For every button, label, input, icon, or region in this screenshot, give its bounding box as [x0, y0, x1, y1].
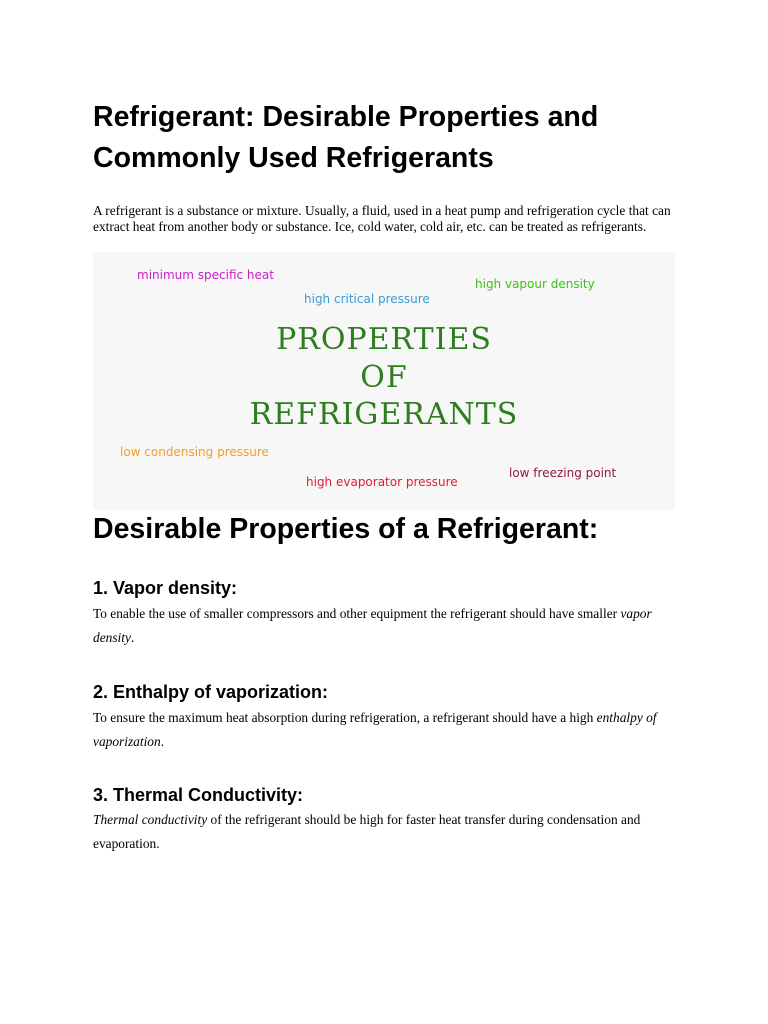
figure-tag-high-evaporator-pressure: high evaporator pressure — [306, 475, 458, 489]
property-emphasis: enthalpy of vaporization — [93, 710, 657, 749]
figure-tag-minimum-specific-heat: minimum specific heat — [137, 268, 274, 282]
property-text-enthalpy — [93, 706, 693, 754]
intro-paragraph: A refrigerant is a substance or mixture. Usually, a fluid, used in a heat pump and refrigeration cycle that can extract heat from another body or substance. Ice, cold water, cold air, etc. can be treated as refrigerants. — [93, 203, 671, 234]
property-heading-enthalpy: 2. Enthalpy of vaporization: — [93, 682, 329, 702]
property-heading-vapor-density: 1. Vapor density: — [93, 578, 238, 598]
property-text-part: To ensure the maximum heat absorption during refrigeration, a refrigerant should have a high — [93, 710, 597, 725]
property-text-vapor-density — [93, 602, 693, 650]
figure-tag-low-condensing-pressure: low condensing pressure — [120, 445, 269, 459]
property-text-part: To enable the use of smaller compressors and other equipment the refrigerant should have smaller — [93, 606, 621, 621]
property-emphasis: Thermal conductivity — [93, 812, 208, 827]
property-text-thermal-conductivity — [93, 808, 693, 856]
figure-title-line-1: PROPERTIES — [276, 322, 492, 357]
figure-tag-low-freezing-point: low freezing point — [509, 466, 617, 480]
figure-title-line-2: OF — [360, 360, 408, 395]
figure-tag-high-critical-pressure: high critical pressure — [304, 292, 430, 306]
property-text-part: . — [130, 630, 135, 645]
property-emphasis: vapor density — [93, 606, 652, 645]
section-heading: Desirable Properties of a Refrigerant: — [93, 513, 599, 545]
figure-title-line-3: REFRIGERANTS — [249, 397, 519, 432]
property-heading-thermal-conductivity: 3. Thermal Conductivity: — [93, 785, 304, 805]
page-title: Refrigerant: Desirable Properties and Commonly Used Refrigerants — [93, 101, 599, 174]
figure-tag-high-vapour-density: high vapour density — [475, 277, 595, 291]
property-text-part: of the refrigerant should be high for faster heat transfer during condensation and evaporation. — [93, 812, 641, 851]
property-text-part: . — [160, 734, 165, 749]
properties-figure — [93, 252, 675, 510]
